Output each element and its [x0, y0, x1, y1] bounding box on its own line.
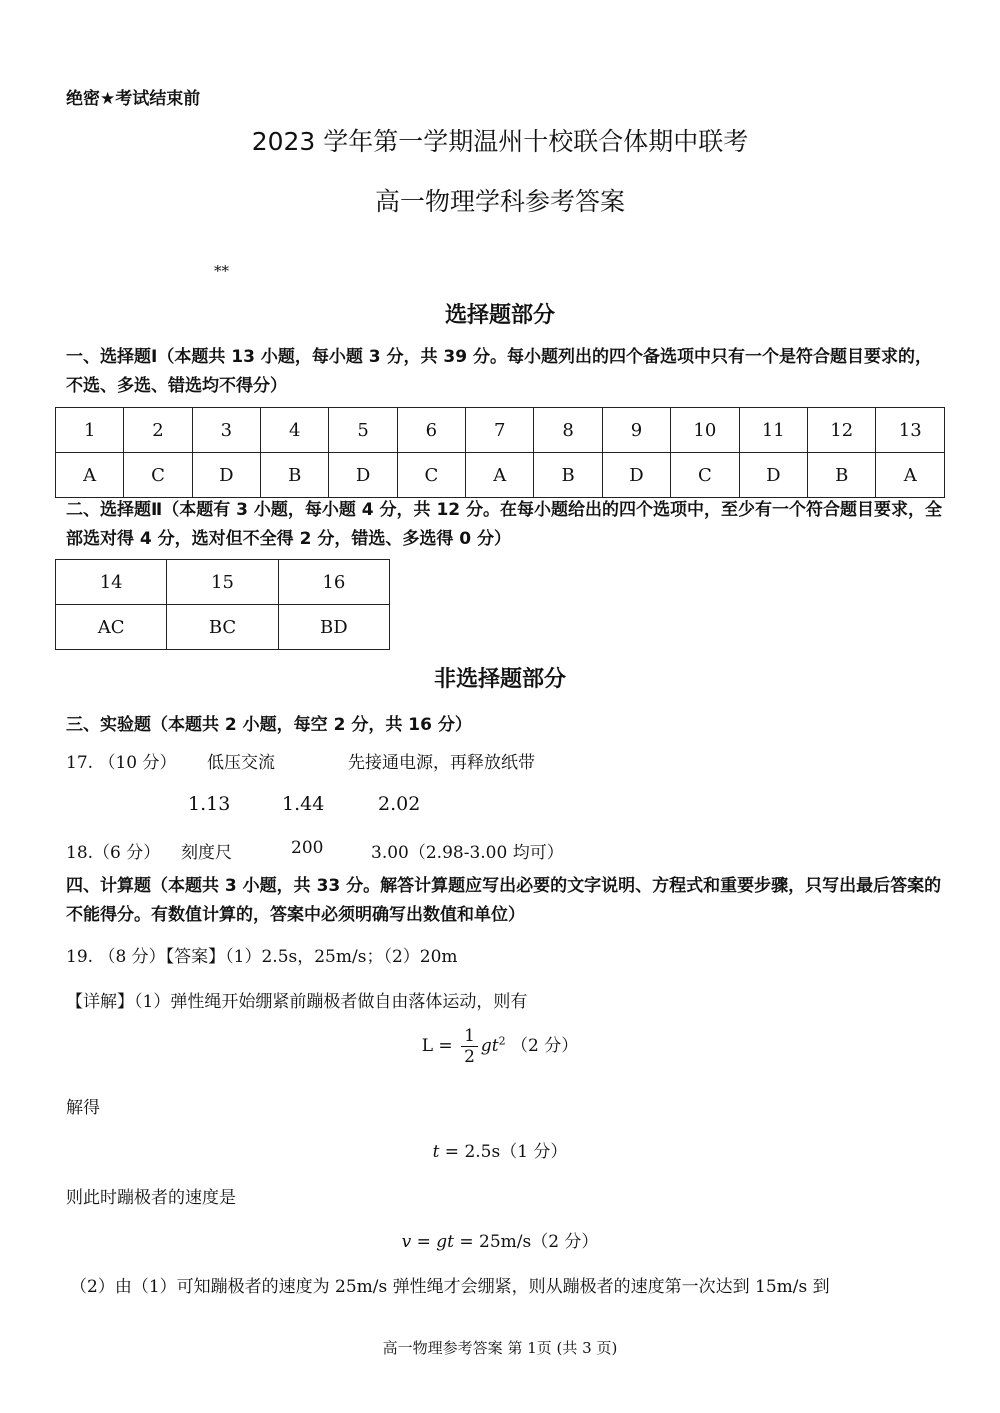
exam-title: 2023 学年第一学期温州十校联合体期中联考 — [251, 127, 749, 156]
equation-velocity — [0, 1227, 1000, 1252]
question-number-cell: 1 — [56, 408, 124, 453]
answer-cell: C — [671, 453, 739, 498]
part1-number-row — [56, 408, 945, 453]
nonchoice-section-heading: 非选择题部分 — [433, 667, 566, 692]
eq3-rest: = 25m/s（2 分） — [453, 1232, 599, 1252]
answer-cell: A — [466, 453, 534, 498]
answer-cell: D — [329, 453, 397, 498]
eq2-variable: t — [432, 1142, 440, 1162]
answer-cell: B — [261, 453, 329, 498]
stars-mark: ** — [214, 262, 229, 280]
answer-cell: C — [397, 453, 465, 498]
choice-section-heading: 选择题部分 — [444, 303, 555, 328]
page-footer: 高一物理参考答案 第 1页 (共 3 页) — [382, 1339, 618, 1357]
answer-cell: B — [808, 453, 876, 498]
equation-time — [0, 1137, 1000, 1162]
question-number-cell: 3 — [192, 408, 260, 453]
eq1-exponent: 2 — [498, 1034, 506, 1048]
part1-answer-table — [55, 407, 945, 498]
part2-answer-row — [56, 605, 390, 650]
question-number-cell: 16 — [278, 560, 389, 605]
answer-cell: BC — [167, 605, 278, 650]
part2-number-row — [56, 560, 390, 605]
part2-answer-table — [55, 559, 390, 650]
q17-value-1: 1.13 — [188, 793, 231, 815]
question-number-cell: 5 — [329, 408, 397, 453]
q19-detail-line: 【详解】（1）弹性绳开始绷紧前蹦极者做自由落体运动，则有 — [66, 992, 528, 1012]
question-number-cell: 12 — [808, 408, 876, 453]
q17-label: 17. （10 分） — [66, 753, 177, 773]
q18-answer-b: 200 — [291, 838, 324, 858]
eq1-numerator: 1 — [461, 1026, 478, 1047]
question-number-cell: 6 — [397, 408, 465, 453]
part1-answer-row — [56, 453, 945, 498]
q18-label: 18.（6 分） — [66, 843, 161, 863]
q18-answer-a: 刻度尺 — [181, 843, 232, 863]
q17-value-2: 1.44 — [282, 793, 325, 815]
eq1-score: （2 分） — [511, 1036, 579, 1056]
q17-answer-b: 先接通电源，再释放纸带 — [348, 753, 535, 773]
part3-instructions: 三、实验题（本题共 2 小题，每空 2 分，共 16 分） — [66, 715, 472, 735]
question-number-cell: 9 — [602, 408, 670, 453]
q17-value-3: 2.02 — [378, 793, 421, 815]
question-number-cell: 11 — [739, 408, 807, 453]
part2-instructions: 二、选择题Ⅱ（本题有 3 小题，每小题 4 分，共 12 分。在每小题给出的四个选项中，至少有一个符合题目要求，全部选对得 4 分，选对但不全得 2 分，错选、多选得 0 分） — [66, 500, 943, 549]
eq1-t: t — [491, 1036, 499, 1056]
answer-cell: AC — [56, 605, 167, 650]
question-number-cell: 2 — [124, 408, 192, 453]
eq2-rest: = 2.5s（1 分） — [439, 1142, 568, 1162]
question-number-cell: 10 — [671, 408, 739, 453]
part4-instructions: 四、计算题（本题共 3 小题，共 33 分。解答计算题应写出必要的文字说明、方程式和重要步骤，只写出最后答案的不能得分。有数值计算的，答案中必须明确写出数值和单位） — [66, 876, 942, 925]
q17-answer-a: 低压交流 — [207, 753, 275, 773]
question-number-cell: 7 — [466, 408, 534, 453]
answer-cell: A — [876, 453, 945, 498]
answer-cell: B — [534, 453, 602, 498]
speed-label: 则此时蹦极者的速度是 — [66, 1188, 236, 1208]
answer-cell: D — [739, 453, 807, 498]
eq3-equals: = — [411, 1232, 437, 1252]
eq3-gt: gt — [436, 1232, 454, 1252]
answer-key-title: 高一物理学科参考答案 — [374, 187, 625, 216]
confidential-label: 绝密★考试结束前 — [66, 89, 201, 109]
solve-label: 解得 — [66, 1098, 100, 1118]
part1-instructions: 一、选择题Ⅰ（本题共 13 小题，每小题 3 分，共 39 分。每小题列出的四个备选项中只有一个是符合题目要求的，不选、多选、错选均不得分） — [66, 347, 932, 396]
question-number-cell: 13 — [876, 408, 945, 453]
question-number-cell: 14 — [56, 560, 167, 605]
question-number-cell: 15 — [167, 560, 278, 605]
question-number-cell: 4 — [261, 408, 329, 453]
eq1-g: g — [480, 1036, 492, 1056]
answer-cell: C — [124, 453, 192, 498]
equation-free-fall — [0, 1026, 1000, 1067]
eq3-v: v — [401, 1232, 412, 1252]
answer-cell: D — [602, 453, 670, 498]
eq1-denominator: 2 — [464, 1047, 475, 1067]
q19-answer-line: 19. （8 分）【答案】（1）2.5s，25m/s；（2）20m — [66, 947, 458, 967]
answer-cell: BD — [278, 605, 389, 650]
eq1-lhs: L = — [421, 1036, 453, 1056]
q19-part2-line: （2）由（1）可知蹦极者的速度为 25m/s 弹性绳才会绷紧，则从蹦极者的速度第一次达到 15m/s 到 — [70, 1277, 830, 1297]
one-half-fraction — [461, 1026, 478, 1067]
answer-cell: A — [56, 453, 124, 498]
q18-answer-c: 3.00（2.98-3.00 均可） — [371, 843, 564, 863]
answer-cell: D — [192, 453, 260, 498]
question-number-cell: 8 — [534, 408, 602, 453]
